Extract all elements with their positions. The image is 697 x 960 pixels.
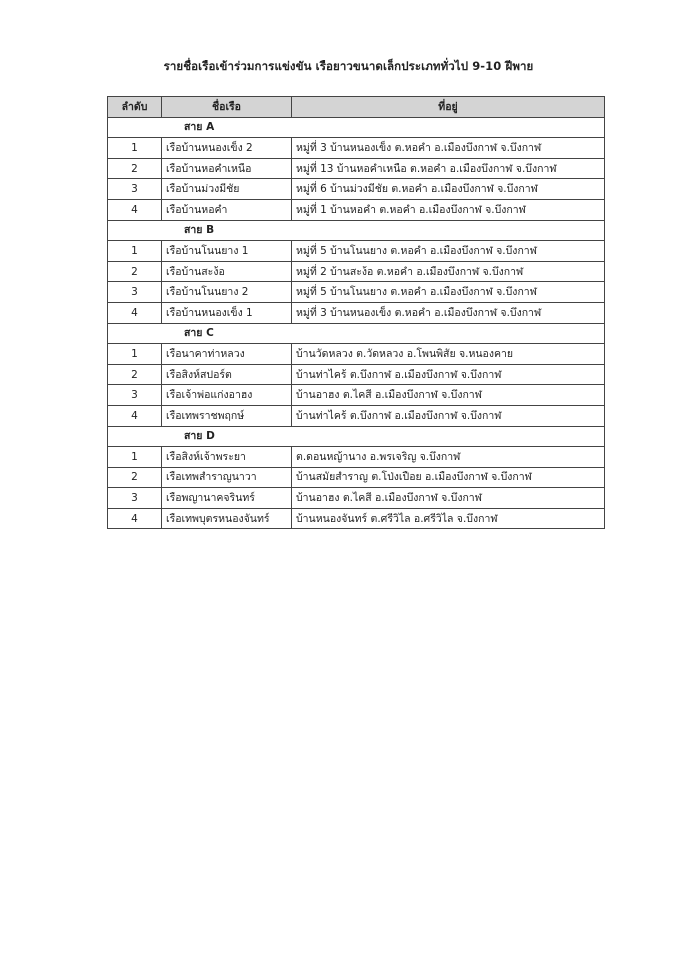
boat-address: บ้านอาฮง ต.ไคสี อ.เมืองบึงกาฬ จ.บึงกาฬ — [292, 488, 605, 509]
boat-address: หมู่ที่ 3 บ้านหนองเข็ง ต.หอคำ อ.เมืองบึงกาฬ จ.บึงกาฬ — [292, 302, 605, 323]
table-row — [108, 488, 605, 509]
boat-name: เรือบ้านม่วงมีชัย — [162, 179, 292, 200]
boat-name: เรือเทพราชพฤกษ์ — [162, 405, 292, 426]
group-row-c — [108, 323, 605, 344]
boat-address: หมู่ที่ 3 บ้านหนองเข็ง ต.หอคำ อ.เมืองบึงกาฬ จ.บึงกาฬ — [292, 138, 605, 159]
row-number: 4 — [108, 199, 162, 220]
boat-address: บ้านท่าไคร้ ต.บึงกาฬ อ.เมืองบึงกาฬ จ.บึงกาฬ — [292, 364, 605, 385]
boat-name: เรือเทพสำราญนาวา — [162, 467, 292, 488]
boat-address: บ้านอาฮง ต.ไคสี อ.เมืองบึงกาฬ จ.บึงกาฬ — [292, 385, 605, 406]
row-number: 3 — [108, 282, 162, 303]
boat-name: เรือเจ้าพ่อแก่งอาฮง — [162, 385, 292, 406]
table-header-row — [108, 97, 605, 118]
group-label: สาย C — [108, 323, 605, 344]
table-row — [108, 158, 605, 179]
boat-name: เรือนาคาท่าหลวง — [162, 344, 292, 365]
row-number: 1 — [108, 447, 162, 468]
table-row — [108, 467, 605, 488]
group-label: สาย A — [108, 117, 605, 138]
row-number: 3 — [108, 488, 162, 509]
boat-name: เรือสิงห์เจ้าพระยา — [162, 447, 292, 468]
boat-address: บ้านท่าไคร้ ต.บึงกาฬ อ.เมืองบึงกาฬ จ.บึงกาฬ — [292, 405, 605, 426]
boat-name: เรือบ้านหนองเข็ง 2 — [162, 138, 292, 159]
group-label: สาย B — [108, 220, 605, 241]
table-row — [108, 261, 605, 282]
table-row — [108, 282, 605, 303]
table-row — [108, 199, 605, 220]
roster-table — [107, 96, 605, 529]
boat-address: หมู่ที่ 5 บ้านโนนยาง ต.หอคำ อ.เมืองบึงกาฬ จ.บึงกาฬ — [292, 241, 605, 262]
row-number: 2 — [108, 467, 162, 488]
row-number: 4 — [108, 508, 162, 529]
boat-address: บ้านหนองจันทร์ ต.ศรีวิไล อ.ศรีวิไล จ.บึงกาฬ — [292, 508, 605, 529]
boat-address: หมู่ที่ 2 บ้านสะง้อ ต.หอคำ อ.เมืองบึงกาฬ จ.บึงกาฬ — [292, 261, 605, 282]
column-header-order: ลำดับ — [108, 97, 162, 118]
boat-name: เรือบ้านหอคำเหนือ — [162, 158, 292, 179]
column-header-address: ที่อยู่ — [292, 97, 605, 118]
table-row — [108, 302, 605, 323]
row-number: 4 — [108, 302, 162, 323]
boat-address: บ้านสมัยสำราญ ต.โป่งเปือย อ.เมืองบึงกาฬ จ.บึงกาฬ — [292, 467, 605, 488]
group-row-b — [108, 220, 605, 241]
row-number: 2 — [108, 261, 162, 282]
boat-address: หมู่ที่ 1 บ้านหอคำ ต.หอคำ อ.เมืองบึงกาฬ จ.บึงกาฬ — [292, 199, 605, 220]
boat-name: เรือบ้านหอคำ — [162, 199, 292, 220]
boat-address: หมู่ที่ 6 บ้านม่วงมีชัย ต.หอคำ อ.เมืองบึงกาฬ จ.บึงกาฬ — [292, 179, 605, 200]
group-label: สาย D — [108, 426, 605, 447]
row-number: 1 — [108, 241, 162, 262]
group-row-a — [108, 117, 605, 138]
row-number: 2 — [108, 364, 162, 385]
boat-address: หมู่ที่ 13 บ้านหอคำเหนือ ต.หอคำ อ.เมืองบึงกาฬ จ.บึงกาฬ — [292, 158, 605, 179]
page-title: รายชื่อเรือเข้าร่วมการแข่งขัน เรือยาวขนาดเล็กประเภททั่วไป 9-10 ฝีพาย — [163, 59, 534, 73]
column-header-boat: ชื่อเรือ — [162, 97, 292, 118]
table-row — [108, 405, 605, 426]
row-number: 3 — [108, 179, 162, 200]
table-row — [108, 364, 605, 385]
table-row — [108, 241, 605, 262]
boat-name: เรือเทพบุตรหนองจันทร์ — [162, 508, 292, 529]
boat-name: เรือบ้านโนนยาง 1 — [162, 241, 292, 262]
row-number: 2 — [108, 158, 162, 179]
table-row — [108, 138, 605, 159]
boat-name: เรือพญานาคจรินทร์ — [162, 488, 292, 509]
row-number: 1 — [108, 344, 162, 365]
table-row — [108, 508, 605, 529]
boat-name: เรือบ้านโนนยาง 2 — [162, 282, 292, 303]
table-row — [108, 385, 605, 406]
row-number: 3 — [108, 385, 162, 406]
boat-name: เรือสิงห์สปอร์ต — [162, 364, 292, 385]
table-row — [108, 447, 605, 468]
boat-name: เรือบ้านหนองเข็ง 1 — [162, 302, 292, 323]
boat-address: ต.ดอนหญ้านาง อ.พรเจริญ จ.บึงกาฬ — [292, 447, 605, 468]
row-number: 4 — [108, 405, 162, 426]
group-row-d — [108, 426, 605, 447]
table-row — [108, 344, 605, 365]
table-row — [108, 179, 605, 200]
boat-address: หมู่ที่ 5 บ้านโนนยาง ต.หอคำ อ.เมืองบึงกาฬ จ.บึงกาฬ — [292, 282, 605, 303]
row-number: 1 — [108, 138, 162, 159]
boat-address: บ้านวัดหลวง ต.วัดหลวง อ.โพนพิสัย จ.หนองคาย — [292, 344, 605, 365]
boat-name: เรือบ้านสะง้อ — [162, 261, 292, 282]
